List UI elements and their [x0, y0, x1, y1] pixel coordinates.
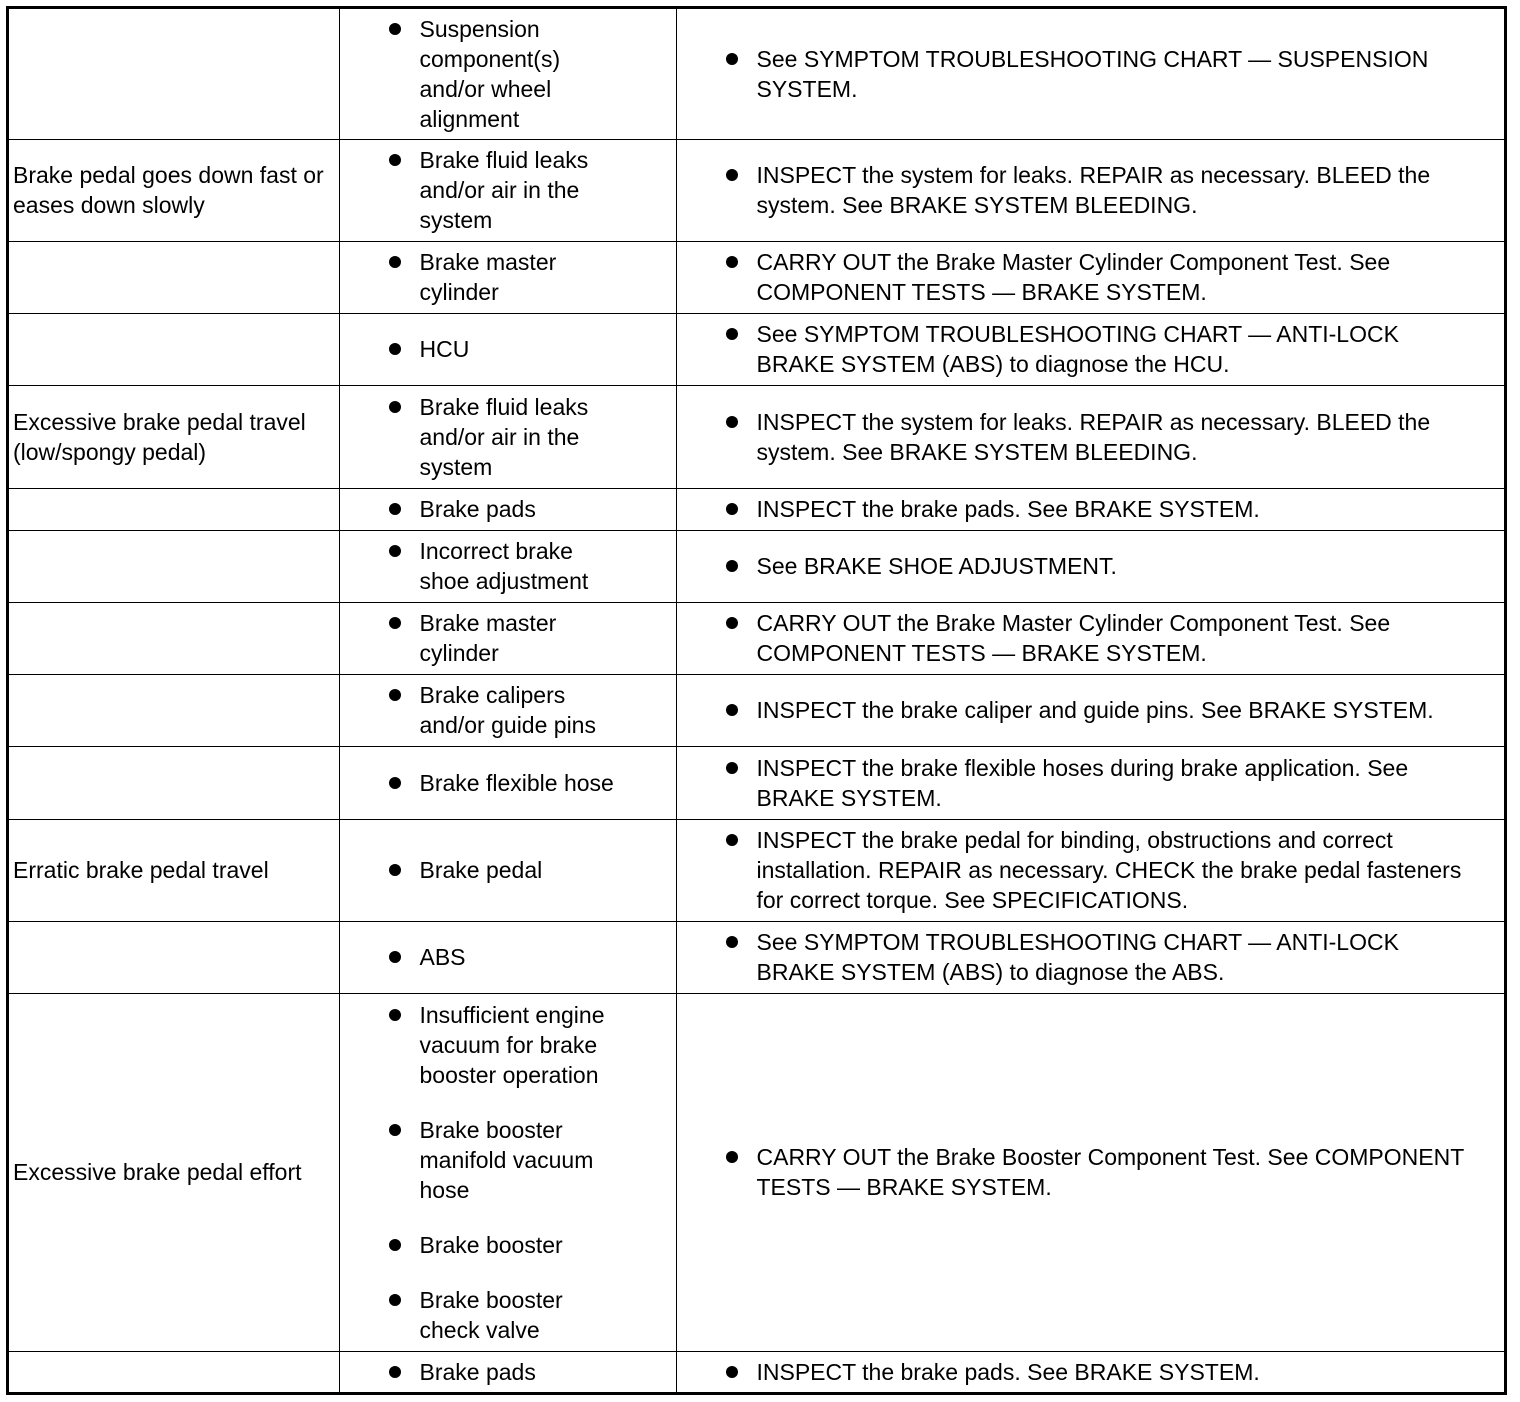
source-text: Brake pads: [419, 496, 536, 522]
bullet-icon: [389, 1294, 401, 1306]
action-cell: [676, 488, 1504, 530]
bullet-icon: [726, 834, 738, 846]
bullet-icon: [389, 1366, 401, 1378]
bullet-container: [677, 753, 757, 783]
action-cell: [676, 1351, 1504, 1392]
table-row: [9, 313, 1504, 385]
action-item: [677, 927, 1505, 987]
source-text: Insufficient engine vacuum for brake booster operation: [419, 1001, 605, 1088]
action-text: INSPECT the brake pads. See BRAKE SYSTEM.: [756, 496, 1260, 522]
bullet-container: [677, 551, 757, 581]
bullet-container: [340, 14, 420, 44]
bullet-container: [677, 1142, 757, 1172]
condition-cell: [9, 9, 339, 139]
bullet-icon: [726, 503, 738, 515]
action-text: INSPECT the system for leaks. REPAIR as necessary. BLEED the system. See BRAKE SYSTEM BLEEDING.: [756, 162, 1431, 218]
bullet-icon: [389, 256, 401, 268]
bullet-icon: [389, 545, 401, 557]
bullet-container: [677, 44, 757, 74]
source-text: Incorrect brake shoe adjustment: [419, 538, 589, 594]
source-text: Brake booster manifold vacuum hose: [419, 1116, 594, 1203]
action-text: See BRAKE SHOE ADJUSTMENT.: [756, 553, 1117, 579]
bullet-container: [340, 536, 420, 566]
action-cell: [676, 921, 1504, 993]
source-cell: [339, 993, 676, 1351]
source-item: [340, 942, 676, 972]
source-item: [340, 392, 676, 482]
action-cell: [676, 313, 1504, 385]
bullet-container: [677, 407, 757, 437]
bullet-icon: [726, 1151, 738, 1163]
troubleshooting-chart: [6, 6, 1507, 1395]
bullet-icon: [726, 936, 738, 948]
bullet-icon: [389, 864, 401, 876]
action-item: [677, 1357, 1505, 1387]
bullet-icon: [389, 1239, 401, 1251]
source-text: Brake fluid leaks and/or air in the system: [419, 393, 589, 480]
source-cell: [339, 602, 676, 674]
condition-cell: [9, 385, 339, 488]
action-item: [677, 319, 1505, 379]
source-item: [340, 1115, 676, 1205]
condition-cell: [9, 746, 339, 819]
source-text: Brake pedal: [419, 857, 543, 883]
bullet-container: [677, 608, 757, 638]
action-text: INSPECT the system for leaks. REPAIR as necessary. BLEED the system. See BRAKE SYSTEM BLEEDING.: [756, 408, 1431, 465]
bullet-container: [677, 825, 757, 855]
source-item: [340, 680, 676, 740]
action-cell: [676, 602, 1504, 674]
action-item: [677, 407, 1505, 467]
condition-text: Erratic brake pedal travel: [13, 857, 269, 883]
action-text: See SYMPTOM TROUBLESHOOTING CHART — ANTI-LOCK BRAKE SYSTEM (ABS) to diagnose the HCU.: [756, 321, 1399, 377]
bullet-icon: [389, 689, 401, 701]
bullet-container: [340, 494, 420, 524]
table-row: [9, 921, 1504, 993]
action-text: CARRY OUT the Brake Booster Component Test. See COMPONENT TESTS — BRAKE SYSTEM.: [756, 1144, 1464, 1200]
source-cell: [339, 241, 676, 313]
bullet-icon: [726, 416, 738, 428]
action-item: [677, 695, 1505, 725]
source-text: Brake booster: [419, 1231, 563, 1258]
bullet-container: [677, 1357, 757, 1387]
condition-text: Excessive brake pedal effort: [13, 1159, 302, 1185]
bullet-container: [677, 695, 757, 725]
action-text: CARRY OUT the Brake Master Cylinder Component Test. See COMPONENT TESTS — BRAKE SYSTEM.: [756, 249, 1391, 305]
source-item: [340, 1000, 676, 1090]
action-cell: [676, 993, 1504, 1351]
bullet-container: [340, 1000, 420, 1030]
table-row: [9, 139, 1504, 241]
source-text: Brake booster check valve: [419, 1286, 563, 1343]
source-item: [340, 608, 676, 668]
bullet-container: [340, 942, 420, 972]
bullet-container: [340, 1115, 420, 1145]
bullet-icon: [389, 154, 401, 166]
table-row: [9, 819, 1504, 921]
bullet-icon: [726, 53, 738, 65]
source-text: HCU: [419, 336, 470, 362]
source-item: [340, 14, 676, 134]
condition-cell: [9, 993, 339, 1351]
bullet-container: [340, 247, 420, 277]
table-row: [9, 488, 1504, 530]
action-item: [677, 551, 1505, 581]
source-cell: [339, 9, 676, 139]
bullet-icon: [389, 951, 401, 963]
table-row: [9, 993, 1504, 1351]
condition-cell: [9, 530, 339, 602]
bullet-container: [677, 160, 757, 190]
condition-text: Excessive brake pedal travel (low/spongy pedal): [13, 408, 306, 465]
bullet-container: [340, 680, 420, 710]
bullet-container: [340, 145, 420, 175]
table-row: [9, 746, 1504, 819]
source-item: [340, 145, 676, 235]
action-cell: [676, 674, 1504, 746]
action-cell: [676, 530, 1504, 602]
condition-cell: [9, 139, 339, 241]
source-cell: [339, 921, 676, 993]
action-text: INSPECT the brake caliper and guide pins. See BRAKE SYSTEM.: [756, 697, 1434, 723]
bullet-container: [340, 608, 420, 638]
condition-text: Brake pedal goes down fast or eases down slowly: [13, 162, 324, 218]
action-cell: [676, 385, 1504, 488]
source-item: [340, 536, 676, 596]
bullet-icon: [726, 560, 738, 572]
source-cell: [339, 746, 676, 819]
bullet-icon: [389, 503, 401, 515]
source-text: ABS: [419, 944, 466, 970]
source-cell: [339, 530, 676, 602]
bullet-container: [340, 334, 420, 364]
condition-cell: [9, 921, 339, 993]
action-item: [677, 44, 1505, 104]
action-text: INSPECT the brake pads. See BRAKE SYSTEM.: [756, 1358, 1260, 1385]
condition-cell: [9, 1351, 339, 1392]
action-item: [677, 825, 1505, 915]
source-text: Suspension component(s) and/or wheel alignment: [419, 15, 561, 132]
source-item: [340, 1357, 676, 1387]
source-cell: [339, 488, 676, 530]
action-cell: [676, 139, 1504, 241]
bullet-icon: [726, 762, 738, 774]
source-text: Brake flexible hose: [419, 769, 614, 796]
action-text: INSPECT the brake flexible hoses during brake application. See BRAKE SYSTEM.: [756, 754, 1409, 811]
source-item: [340, 1230, 676, 1260]
bullet-icon: [726, 169, 738, 181]
source-text: Brake master cylinder: [419, 610, 557, 666]
action-cell: [676, 819, 1504, 921]
bullet-container: [677, 494, 757, 524]
table-row: [9, 385, 1504, 488]
condition-cell: [9, 674, 339, 746]
source-cell: [339, 674, 676, 746]
condition-cell: [9, 241, 339, 313]
table-row: [9, 530, 1504, 602]
bullet-container: [340, 1285, 420, 1315]
bullet-icon: [389, 1009, 401, 1021]
source-cell: [339, 313, 676, 385]
bullet-icon: [726, 617, 738, 629]
condition-cell: [9, 313, 339, 385]
bullet-icon: [726, 256, 738, 268]
bullet-icon: [389, 23, 401, 35]
source-cell: [339, 819, 676, 921]
bullet-icon: [389, 1124, 401, 1136]
action-item: [677, 1142, 1505, 1202]
source-cell: [339, 139, 676, 241]
symptom-table-body: [9, 9, 1504, 1392]
source-text: Brake calipers and/or guide pins: [419, 682, 596, 738]
source-text: Brake fluid leaks and/or air in the system: [419, 147, 589, 233]
source-cell: [339, 385, 676, 488]
source-item: [340, 1285, 676, 1345]
source-item: [340, 247, 676, 307]
table-row: [9, 602, 1504, 674]
table-row: [9, 1351, 1504, 1392]
bullet-icon: [389, 401, 401, 413]
bullet-container: [677, 247, 757, 277]
action-item: [677, 247, 1505, 307]
source-item: [340, 494, 676, 524]
action-text: INSPECT the brake pedal for binding, obstructions and correct installation. REPAIR as necessary. CHECK the brake pedal fasteners for correct torque. See SPECIFICATIONS.: [756, 827, 1462, 913]
bullet-container: [340, 1230, 420, 1260]
action-item: [677, 608, 1505, 668]
condition-cell: [9, 602, 339, 674]
source-item: [340, 768, 676, 798]
bullet-container: [677, 319, 757, 349]
bullet-icon: [726, 328, 738, 340]
table-row: [9, 674, 1504, 746]
action-text: See SYMPTOM TROUBLESHOOTING CHART — ANTI-LOCK BRAKE SYSTEM (ABS) to diagnose the ABS.: [756, 929, 1399, 985]
condition-cell: [9, 819, 339, 921]
source-item: [340, 334, 676, 364]
bullet-container: [340, 768, 420, 798]
bullet-container: [340, 1357, 420, 1387]
action-cell: [676, 9, 1504, 139]
action-text: See SYMPTOM TROUBLESHOOTING CHART — SUSPENSION SYSTEM.: [756, 45, 1429, 102]
action-cell: [676, 746, 1504, 819]
bullet-icon: [726, 1366, 738, 1378]
action-item: [677, 160, 1505, 220]
bullet-icon: [726, 704, 738, 716]
source-text: Brake master cylinder: [419, 249, 557, 305]
source-text: Brake pads: [419, 1358, 536, 1385]
source-cell: [339, 1351, 676, 1392]
bullet-container: [677, 927, 757, 957]
action-cell: [676, 241, 1504, 313]
source-item: [340, 855, 676, 885]
action-item: [677, 753, 1505, 813]
condition-cell: [9, 488, 339, 530]
bullet-container: [340, 392, 420, 422]
bullet-icon: [389, 617, 401, 629]
symptom-table: [9, 9, 1504, 1392]
table-row: [9, 9, 1504, 139]
action-item: [677, 494, 1505, 524]
bullet-container: [340, 855, 420, 885]
bullet-icon: [389, 343, 401, 355]
bullet-icon: [389, 777, 401, 789]
table-row: [9, 241, 1504, 313]
action-text: CARRY OUT the Brake Master Cylinder Component Test. See COMPONENT TESTS — BRAKE SYSTEM.: [756, 610, 1391, 666]
